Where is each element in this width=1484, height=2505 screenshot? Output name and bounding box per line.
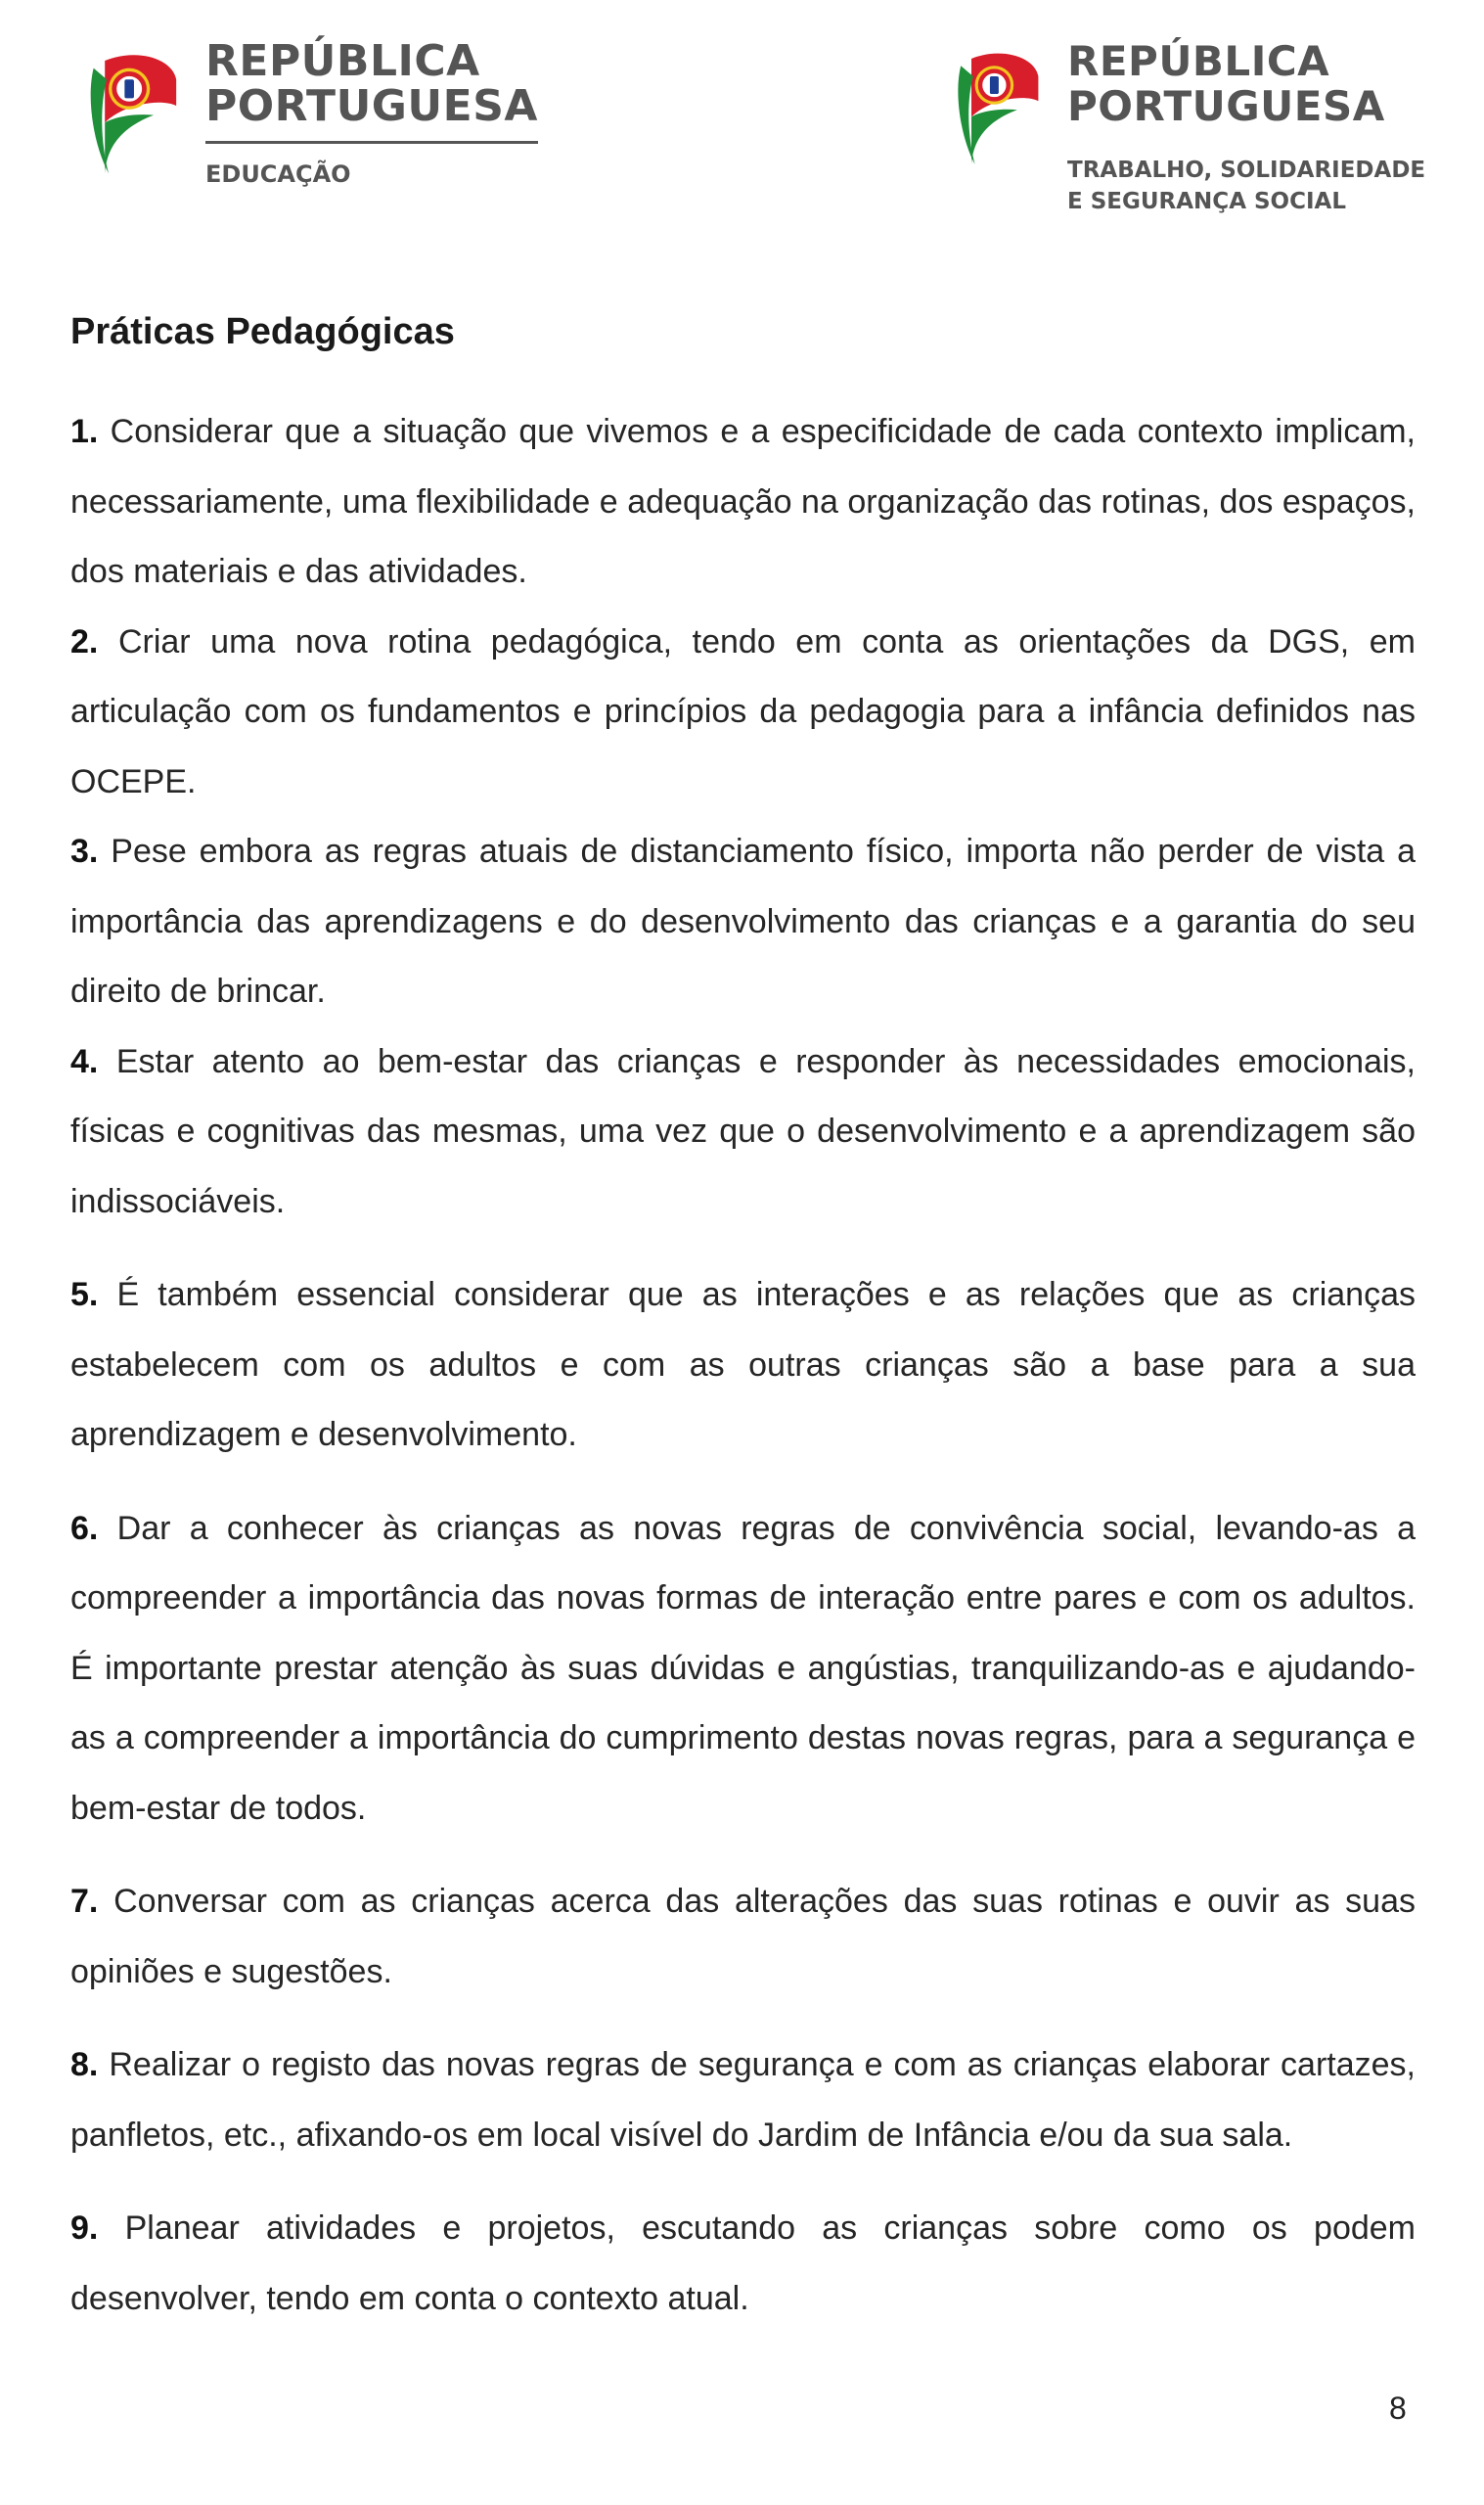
item-number: 3. — [70, 833, 99, 870]
logo-line-1: REPÚBLICA — [1067, 37, 1330, 85]
page-number: 8 — [1389, 2391, 1407, 2426]
logo-line-2: PORTUGUESA — [205, 81, 538, 131]
item-text: Realizar o registo das novas regras de segurança e com as crianças elaborar cartazes, panfletos, etc., afixando-os em local visível do Jardim de Infância e/ou da sua sala. — [70, 2046, 1416, 2154]
educacao-logo — [86, 36, 538, 189]
item-text: Estar atento ao bem-estar das crianças e responder às necessidades emocionais, físicas e cognitivas das mesmas, uma vez que o desenvolvimento e a aprendizagem são indissociáveis. — [70, 1042, 1416, 1220]
list-item — [70, 2194, 1416, 2334]
logo-subtitle: EDUCAÇÃO — [205, 160, 351, 188]
item-number: 5. — [70, 1276, 99, 1313]
list-item — [70, 1494, 1416, 1845]
list-item — [70, 1027, 1416, 1238]
practices-list — [70, 397, 1416, 2334]
logo-divider — [205, 141, 538, 144]
item-text: Criar uma nova rotina pedagógica, tendo em conta as orientações da DGS, em articulação com os fundamentos e princípios da pedagogia para a infância definidos nas OCEPE. — [70, 622, 1416, 800]
list-item — [70, 608, 1416, 818]
item-number: 6. — [70, 1509, 99, 1547]
item-number: 9. — [70, 2209, 99, 2247]
trabalho-logo — [954, 39, 1425, 217]
item-text: Planear atividades e projetos, escutando as crianças sobre como os podem desenvolver, tendo em conta o contexto atual. — [70, 2209, 1416, 2317]
list-item — [70, 817, 1416, 1027]
logo-subtitle-line-1: TRABALHO, SOLIDARIEDADE — [1067, 158, 1426, 183]
item-number: 7. — [70, 1883, 99, 1920]
item-number: 8. — [70, 2046, 99, 2083]
logo-line-2: PORTUGUESA — [1067, 82, 1385, 130]
item-number: 1. — [70, 413, 99, 450]
logo-subtitle-line-2: E SEGURANÇA SOCIAL — [1067, 189, 1347, 214]
portugal-emblem-icon — [954, 39, 1042, 166]
item-text: Conversar com as crianças acerca das alterações das suas rotinas e ouvir as suas opiniões e sugestões. — [70, 1883, 1417, 1990]
list-item — [70, 397, 1416, 608]
portugal-emblem-icon — [86, 39, 180, 176]
logo-line-1: REPÚBLICA — [205, 36, 480, 86]
list-item — [70, 1260, 1416, 1471]
item-text: Dar a conhecer às crianças as novas regras de convivência social, levando-as a compreender a importância das novas formas de interação entre pares e com os adultos. É importante prestar atenção às suas dúvidas e angústias, tranquilizando-as e ajudando-as a compreender a importância do cumprimento destas novas regras, para a segurança e bem-estar de todos. — [70, 1509, 1417, 1827]
list-item — [70, 1867, 1416, 2007]
item-text: É também essencial considerar que as interações e as relações que as crianças estabelecem com os adultos e com as outras crianças são a base para a sua aprendizagem e desenvolvimento. — [70, 1276, 1416, 1453]
item-text: Considerar que a situação que vivemos e a especificidade de cada contexto implicam, necessariamente, uma flexibilidade e adequação na organização das rotinas, dos espaços, dos materiais e das atividades. — [70, 413, 1416, 590]
list-item — [70, 2030, 1416, 2170]
item-text: Pese embora as regras atuais de distanciamento físico, importa não perder de vista a importância das aprendizagens e do desenvolvimento das crianças e a garantia do seu direito de brincar. — [70, 833, 1416, 1010]
section-title: Práticas Pedagógicas — [70, 311, 455, 352]
item-number: 2. — [70, 622, 99, 660]
item-number: 4. — [70, 1042, 99, 1080]
